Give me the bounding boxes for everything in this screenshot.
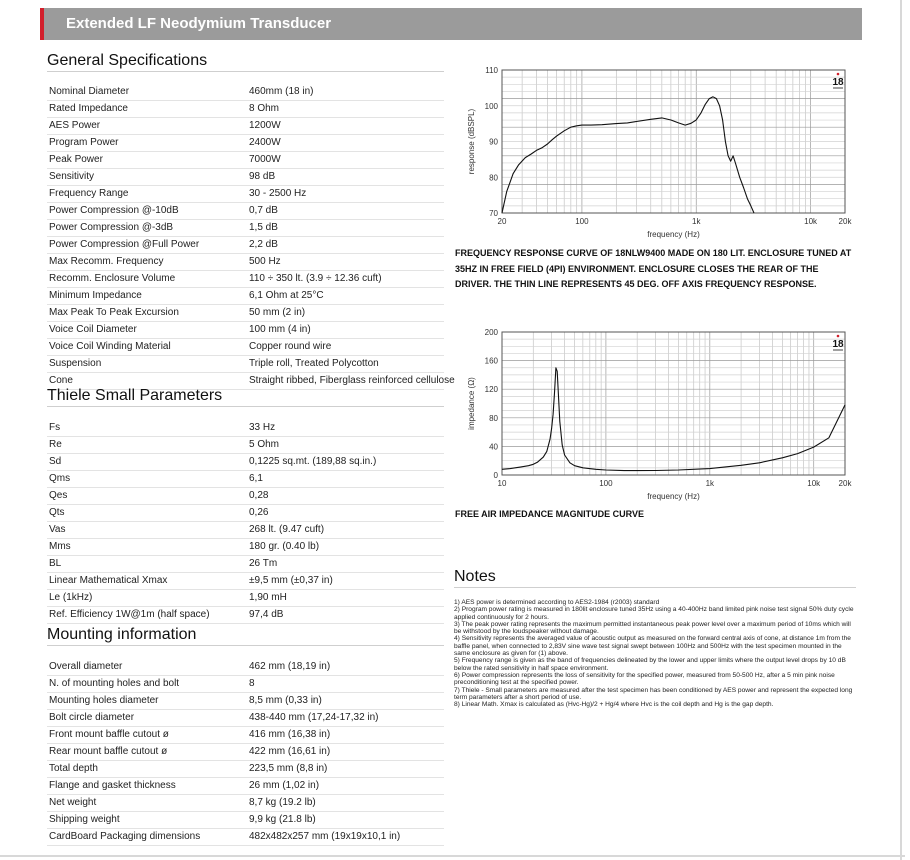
spec-label: Recomm. Enclosure Volume xyxy=(49,273,176,284)
spec-label: Re xyxy=(49,439,62,450)
series-line-on-axis xyxy=(502,97,754,213)
series-line-impedance xyxy=(502,368,845,471)
y-axis-label: impedance (Ω) xyxy=(467,377,476,430)
spec-value: 26 Tm xyxy=(249,558,278,569)
spec-label: Bolt circle diameter xyxy=(49,712,135,723)
spec-label: Qms xyxy=(49,473,71,484)
note-item: 2) Program power rating is measured in 180lit enclosure tuned 35Hz using a 40-400Hz band limited pink noise test signal 50% duty cycle applied continuously for 2 hours. xyxy=(454,606,854,621)
spec-label: Rated Impedance xyxy=(49,103,128,114)
spec-value: 1,5 dB xyxy=(249,222,278,233)
spec-label: Power Compression @-10dB xyxy=(49,205,179,216)
spec-label: Net weight xyxy=(49,797,97,808)
y-tick-label: 200 xyxy=(484,328,498,337)
x-axis-label: frequency (Hz) xyxy=(647,230,700,239)
spec-value: 500 Hz xyxy=(249,256,281,267)
spec-row xyxy=(47,795,444,812)
spec-row xyxy=(47,471,444,488)
spec-row xyxy=(47,522,444,539)
spec-value: 460mm (18 in) xyxy=(249,86,314,97)
x-tick-label: 10 xyxy=(497,479,507,488)
note-item: 6) Power compression represents the loss of sensitivity for the specified power, measured from 50-500 Hz, after a 5 min pink noise preconditioning test at the specified power. xyxy=(454,671,835,687)
spec-value: 2400W xyxy=(249,137,281,148)
spec-value: 1,90 mH xyxy=(249,592,287,603)
spec-row xyxy=(47,573,444,590)
spec-value: Triple roll, Treated Polycotton xyxy=(249,358,379,369)
spec-label: Ref. Efficiency 1W@1m (half space) xyxy=(49,609,210,620)
spec-row xyxy=(47,454,444,471)
spec-row xyxy=(47,288,444,305)
spec-row xyxy=(47,505,444,522)
y-axis-label: response (dBSPL) xyxy=(467,108,476,175)
spec-value: 223,5 mm (8,8 in) xyxy=(249,763,328,774)
y-tick-label: 90 xyxy=(489,137,498,147)
spec-label: Power Compression @-3dB xyxy=(49,222,174,233)
spec-label: Minimum Impedance xyxy=(49,290,142,301)
thiele-small-table xyxy=(47,420,444,624)
spec-row xyxy=(47,203,444,220)
mounting-info-rule xyxy=(47,645,444,646)
spec-row xyxy=(47,305,444,322)
spec-row xyxy=(47,322,444,339)
y-tick-label: 70 xyxy=(489,209,498,218)
spec-label: Shipping weight xyxy=(49,814,120,825)
spec-row xyxy=(47,169,444,186)
spec-label: CardBoard Packaging dimensions xyxy=(49,831,201,842)
y-tick-label: 40 xyxy=(489,442,498,452)
impedance-caption: FREE AIR IMPEDANCE MAGNITUDE CURVE xyxy=(455,509,645,519)
thiele-small-title: Thiele Small Parameters xyxy=(47,387,223,404)
logo-dot xyxy=(837,335,840,338)
spec-row xyxy=(47,135,444,152)
spec-value: 0,26 xyxy=(249,507,269,518)
spec-row xyxy=(47,676,444,693)
spec-value: ±9,5 mm (±0,37 in) xyxy=(249,575,333,586)
note-item: 4) Sensitivity represents the averaged value of acoustic output as measured on the forward central axis of cone, at distance 1m from the baffle panel, when connected to 2,83V sine wave test signal swept between 100Hz and 500Hz with the test specimen mounted in the same enclosure as given for (1) above. xyxy=(454,635,851,658)
general-specs-title: General Specifications xyxy=(47,52,208,69)
spec-label: Qes xyxy=(49,490,68,501)
spec-label: Flange and gasket thickness xyxy=(49,780,176,791)
spec-row xyxy=(47,186,444,203)
spec-row xyxy=(47,84,444,101)
spec-label: Mounting holes diameter xyxy=(49,695,159,706)
spec-row xyxy=(47,829,444,846)
spec-label: Cone xyxy=(49,375,73,386)
x-tick-label: 20 xyxy=(497,217,507,226)
notes-title: Notes xyxy=(454,568,496,585)
spec-row xyxy=(47,254,444,271)
note-item: 8) Linear Math. Xmax is calculated as (Hvc-Hg)/2 + Hg/4 where Hvc is the coil depth and Hg is the gap depth. xyxy=(454,701,774,709)
page-header xyxy=(40,8,862,40)
x-tick-label: 10k xyxy=(807,479,821,488)
y-tick-label: 160 xyxy=(484,356,498,366)
spec-row xyxy=(47,101,444,118)
spec-label: Sensitivity xyxy=(49,171,95,182)
spec-label: Frequency Range xyxy=(49,188,129,199)
y-tick-label: 0 xyxy=(493,471,498,480)
spec-row xyxy=(47,152,444,169)
logo-text: 18 xyxy=(832,77,844,88)
spec-value: 50 mm (2 in) xyxy=(249,307,306,318)
spec-label: Total depth xyxy=(49,763,98,774)
spec-row xyxy=(47,607,444,624)
notes-list xyxy=(454,599,856,708)
spec-value: 416 mm (16,38 in) xyxy=(249,729,331,740)
spec-label: Suspension xyxy=(49,358,102,369)
spec-label: Max Peak To Peak Excursion xyxy=(49,307,179,318)
spec-row xyxy=(47,710,444,727)
frequency-response-caption: FREQUENCY RESPONSE CURVE OF 18NLW9400 MADE ON 180 LIT. ENCLOSURE TUNED AT 35HZ IN FREE FIELD (4PI) ENVIRONMENT. ENCLOSURE CLOSES THE REAR OF THE DRIVER. THE THIN LINE REPRESENTS 45 DEG. OFF AXIS FREQUENCY RESPONSE. xyxy=(455,248,852,289)
y-tick-label: 100 xyxy=(484,101,498,111)
spec-value: Copper round wire xyxy=(249,341,332,352)
spec-label: BL xyxy=(49,558,62,569)
y-tick-label: 120 xyxy=(484,385,498,395)
impedance-chart xyxy=(455,324,860,504)
page-frame-right xyxy=(900,0,902,860)
spec-row xyxy=(47,761,444,778)
spec-value: 98 dB xyxy=(249,171,276,182)
spec-row xyxy=(47,539,444,556)
x-tick-label: 100 xyxy=(599,479,613,488)
spec-value: 462 mm (18,19 in) xyxy=(249,661,331,672)
general-specs-rule xyxy=(47,71,444,72)
spec-label: Nominal Diameter xyxy=(49,86,130,97)
brand-logo-icon xyxy=(832,73,844,88)
spec-label: Peak Power xyxy=(49,154,103,165)
brand-logo-icon xyxy=(832,335,844,350)
spec-value: 8 xyxy=(249,678,255,689)
spec-value: 2,2 dB xyxy=(249,239,278,250)
spec-label: Le (1kHz) xyxy=(49,592,93,603)
spec-value: 8,5 mm (0,33 in) xyxy=(249,695,322,706)
spec-value: 30 - 2500 Hz xyxy=(249,188,307,199)
spec-label: Overall diameter xyxy=(49,661,123,672)
spec-row xyxy=(47,727,444,744)
page-title: Extended LF Neodymium Transducer xyxy=(66,15,332,32)
spec-value: 0,1225 sq.mt. (189,88 sq.in.) xyxy=(249,456,377,467)
spec-row xyxy=(47,437,444,454)
spec-value: 8 Ohm xyxy=(249,103,280,114)
spec-value: 8,7 kg (19.2 lb) xyxy=(249,797,316,808)
spec-value: 482x482x257 mm (19x19x10,1 in) xyxy=(249,831,401,842)
y-tick-label: 80 xyxy=(489,413,498,423)
general-specs-table xyxy=(47,84,455,390)
note-item: 5) Frequency range is given as the band of frequencies delineated by the lower and upper limits where the output level drops by 10 dB below the rated sensitivity in half space environment. xyxy=(454,657,846,672)
spec-value: 1200W xyxy=(249,120,281,131)
thiele-small-rule xyxy=(47,406,444,407)
x-tick-label: 100 xyxy=(575,217,589,226)
spec-row xyxy=(47,237,444,254)
page-frame-bottom xyxy=(0,855,905,857)
spec-row xyxy=(47,778,444,795)
logo-text: 18 xyxy=(832,339,844,350)
spec-label: Fs xyxy=(49,422,61,433)
spec-label: Rear mount baffle cutout ø xyxy=(49,746,168,757)
spec-value: 268 lt. (9.47 cuft) xyxy=(249,524,325,535)
spec-value: 97,4 dB xyxy=(249,609,284,620)
spec-value: 422 mm (16,61 in) xyxy=(249,746,331,757)
spec-label: Max Recomm. Frequency xyxy=(49,256,164,267)
spec-label: AES Power xyxy=(49,120,101,131)
spec-row xyxy=(47,118,444,135)
frequency-response-chart xyxy=(455,62,860,242)
x-tick-label: 1k xyxy=(692,217,701,226)
mounting-info-title: Mounting information xyxy=(47,626,197,643)
spec-value: 7000W xyxy=(249,154,281,165)
x-tick-label: 20k xyxy=(838,479,852,488)
notes-rule xyxy=(454,587,856,588)
spec-label: Sd xyxy=(49,456,62,467)
y-tick-label: 80 xyxy=(489,173,498,183)
spec-value: 9,9 kg (21.8 lb) xyxy=(249,814,316,825)
note-item: 1) AES power is determined according to AES2-1984 (r2003) standard xyxy=(454,599,660,606)
spec-value: 100 mm (4 in) xyxy=(249,324,311,335)
spec-label: Voice Coil Winding Material xyxy=(49,341,171,352)
spec-row xyxy=(47,356,444,373)
spec-row xyxy=(47,220,444,237)
spec-value: 0,7 dB xyxy=(249,205,278,216)
spec-label: Vas xyxy=(49,524,66,535)
spec-row xyxy=(47,659,444,676)
spec-label: N. of mounting holes and bolt xyxy=(49,678,180,689)
spec-label: Voice Coil Diameter xyxy=(49,324,137,335)
x-axis-label: frequency (Hz) xyxy=(647,492,700,501)
spec-label: Mms xyxy=(49,541,71,552)
spec-value: 33 Hz xyxy=(249,422,276,433)
spec-label: Front mount baffle cutout ø xyxy=(49,729,169,740)
spec-row xyxy=(47,556,444,573)
x-tick-label: 1k xyxy=(705,479,715,488)
x-tick-label: 20k xyxy=(838,217,852,226)
spec-value: 0,28 xyxy=(249,490,269,501)
spec-label: Linear Mathematical Xmax xyxy=(49,575,168,586)
spec-row xyxy=(47,271,444,288)
spec-label: Qts xyxy=(49,507,65,518)
x-tick-label: 10k xyxy=(804,217,818,226)
spec-value: 6,1 xyxy=(249,473,263,484)
spec-value: 26 mm (1,02 in) xyxy=(249,780,320,791)
note-item: 7) Thiele - Small parameters are measured after the test specimen has been conditioned by AES power and represent the expected long term parameters after a short period of use. xyxy=(454,686,853,701)
spec-label: Program Power xyxy=(49,137,119,148)
header-accent-bar xyxy=(40,8,44,40)
logo-dot xyxy=(837,73,840,76)
spec-row xyxy=(47,590,444,607)
spec-value: 110 ÷ 350 lt. (3.9 ÷ 12.36 cuft) xyxy=(249,273,382,284)
y-tick-label: 110 xyxy=(485,66,498,75)
spec-value: 180 gr. (0.40 lb) xyxy=(249,541,320,552)
spec-row xyxy=(47,420,444,437)
spec-label: Power Compression @Full Power xyxy=(49,239,200,250)
spec-row xyxy=(47,693,444,710)
spec-row xyxy=(47,488,444,505)
mounting-info-table xyxy=(47,659,444,846)
spec-value: 438-440 mm (17,24-17,32 in) xyxy=(249,712,379,723)
spec-value: 5 Ohm xyxy=(249,439,280,450)
spec-row xyxy=(47,744,444,761)
note-item: 3) The peak power rating represents the maximum permitted instantaneous peak power level over a maximum period of 10ms which will be withstood by the loudspeaker without damage. xyxy=(454,620,851,636)
spec-row xyxy=(47,339,444,356)
spec-value: Straight ribbed, Fiberglass reinforced cellulose xyxy=(249,375,455,386)
spec-row xyxy=(47,812,444,829)
spec-value: 6,1 Ohm at 25°C xyxy=(249,290,324,301)
